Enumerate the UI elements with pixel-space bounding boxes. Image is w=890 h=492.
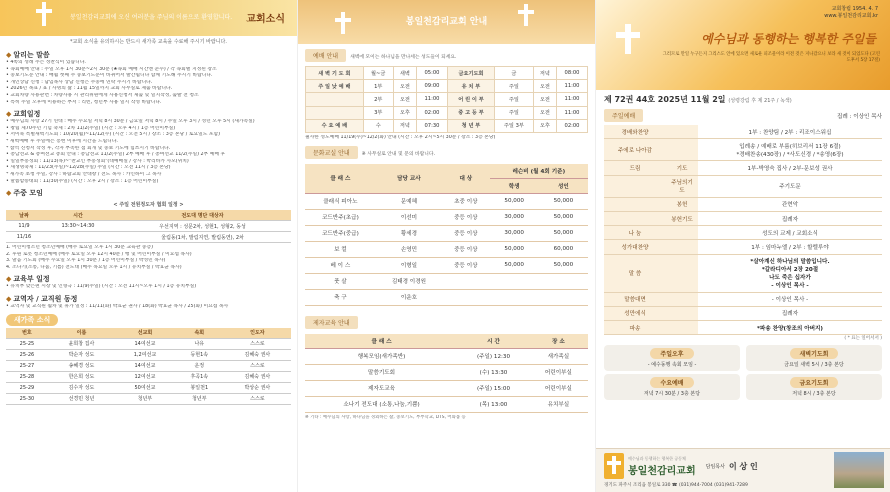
- issue-line: 제 72권 44호 2025년 11월 2일 (성령강림 후 제 21주 / 녹색): [604, 95, 792, 104]
- list-item: • 개인상담 신청 : 담임목사 상담 신청은 주중에 연락 주시기 바랍니다.: [6, 79, 153, 85]
- table-row: 봉헌 관현악: [604, 197, 882, 211]
- address: 경기도 파주시 조리읍 봉일로 330 ☎ (031)944-7004 (031)941-7289: [604, 483, 748, 488]
- worship-extra-note: 필사한 성도예배 11/19(수)~12/2(화) 안내 (시간 : 오후 2시~5시 30분 / 장소 : 3층 본당): [305, 134, 496, 140]
- table-row: 수 요 예 배 수 저녁 07:30 청 년 부 주일 3부 오후 02:00: [306, 119, 588, 132]
- friday-text: 저녁 8시 / 3층 본당: [792, 391, 836, 398]
- list-item: • 유치부 맞은편 시장 및 인형극 : 11/9(주일) (시간 : 오전 11시~오후 1시 / 1층 유치부실): [6, 284, 197, 290]
- brand-footer: [596, 448, 890, 492]
- service-order-table: [604, 125, 882, 335]
- table-row: 11/16 울림동(1차, 발림지연, 발림동연), 2차: [6, 232, 291, 243]
- section-staff: ◆ 교역자 / 교직원 동정: [6, 295, 78, 304]
- education-list: [6, 284, 291, 291]
- list-item: • 예수님의 사랑 27기 연대 : 매주 수요일 저녁 8시 30분 / 금요일 저녁 8시 / 주일 오후 3시 / 성년 오후 5시 (새가족실): [6, 119, 255, 125]
- schedule-boxes-2: [604, 374, 882, 400]
- list-item: • 새생명축제 : 11/23(주일)~12/28(주일) 주일 (시간 : 오전 11시 / 3층 본당): [6, 165, 171, 171]
- table-row: 25-26 박순자 성도 1,2여선교 등현1속 김혜숙 권사: [6, 349, 291, 360]
- news-column: [0, 0, 297, 492]
- church-building-image: [834, 452, 884, 488]
- notice: *교회 소식을 유의하시는 반드시 새가족 교육을 수료해 주시기 바랍니다.: [70, 39, 227, 45]
- section-education: ◆ 교육부 일정: [6, 275, 50, 284]
- list-item: • 교역자 및 교직원 월차 및 휴가 일정 : 11/11(화) 박효균 권사 / 18(화) 박효균 목사 / 25(화) 이요섭 목사: [6, 304, 229, 310]
- schedule-list: [6, 119, 291, 185]
- table-row: 25-25 윤희창 집사 14여선교 나유 스스로: [6, 338, 291, 349]
- worship-note: 새벽에 모이는 하나님을 만나세는 성도들이 되세요.: [350, 55, 457, 60]
- table-row: 코드반주(중급) 황세경 중등 이상 30,000 50,000: [305, 225, 588, 241]
- table-row: 25-29 김수자 성도 50여선교 봉일천1 박상순 권사: [6, 382, 291, 393]
- weekly-caption: < 주일 전원정도자 협회 일정 >: [113, 202, 184, 209]
- list-item: • 2026년 목표 / 표 / 사명의 삶 : 11월 15일까지 교회 사무실로 제출 바랍니다.: [6, 86, 173, 92]
- table-row: 경배와찬양 1부 : 찬양팀 / 2부 : 리조이스워십: [604, 125, 882, 139]
- announcements-list: [6, 60, 291, 106]
- discipleship-table: 클 래 스 시 간 장 소 행복모임(새가족반) (주일) 12:30 새가족실 말씀기도회 (수) 13:30 어린이부실 제자도교육 (주일) 15:00 어린이부실 소나기 전도대 (소통,나눔,기쁨) (목) 13:00 유치부실: [305, 334, 588, 413]
- info-header: [298, 0, 595, 44]
- table-row: 3부 오후 02:00 중 고 등 부 주일 오전 11:00: [306, 106, 588, 119]
- section-weekly: ◆ 주중 모임: [6, 189, 43, 198]
- cross-icon: [616, 24, 640, 54]
- wednesday-text: 저녁 7시 30분 / 3층 본당: [643, 391, 701, 398]
- cross-icon: [34, 2, 54, 26]
- verse: 그러므로 만일 누구든지 그리스도 안에 있으면 새로운 피조물이라 이전 것은 지나갔으니 보라 새 것이 되었도다 (고린도후서 5장 17절): [662, 52, 880, 63]
- wednesday-title: 수요예배: [650, 377, 693, 388]
- dawn-text: 금요일 새벽 5시 / 3층 본당: [784, 362, 844, 369]
- list-item: • 총남선교 & 총여선교 총회 안내 : 총남선교 11/2(주일) 2부 예배 후 / 총여선교 11/2(주일) 2부 예배 후: [6, 152, 226, 158]
- table-row: 풋 살 김태경 이경원: [305, 273, 588, 289]
- list-item: • 특히 주일 오후에 이용하는 부서 : 리빈, 청년부 사용 일지 작성 바랍니다.: [6, 99, 162, 105]
- table-row: 성만에식 집례자: [604, 306, 882, 320]
- list-item: 3. 말음 기도회 (매주 수요일 오후 1시 30분 / 1층 어린이부실 / 박성민 목사): [6, 258, 166, 264]
- discipleship-note: ※ 기타 : 예수님의 사랑, 하나님을 경외하는 삶, 중보기도, 부부학교, DTS, 어와봅 등: [305, 414, 466, 420]
- list-item: • 창립 제70주년 기념 축제 : 2차 11/2(주일) (시간 : 오후 4시 / 1층 어린이부실): [6, 125, 176, 131]
- established: 교회창립 1954. 4. 7 www.봉일천감리교회.kr: [824, 6, 878, 19]
- section-announcements: ◆ 알리는 말씀: [6, 51, 50, 59]
- news-header: [0, 0, 297, 36]
- table-row: 축 구 이운호: [305, 289, 588, 305]
- table-row: 행복모임(새가족반) (주일) 12:30 새가족실: [305, 348, 588, 364]
- table-row: 주에로 나아감 입례송 / 예배로 부름(히브리서 11장 6절) *경배찬송(430장) / *사도신경 / *송영(6장): [604, 139, 882, 161]
- list-item: • 중보기도문 안내 : 매월 첫째 주 중보기도문이 바뀌어서 발간됩니다 함께 기도해 주시기 바랍니다.: [6, 73, 213, 79]
- worship-tag: 예배 안내: [305, 49, 346, 62]
- friday-title: 금요기도회: [790, 377, 839, 388]
- table-row: 나 눔 성도의 교제 / 교회소식: [604, 226, 882, 240]
- service-note: ( * 표는 일어서서 ): [844, 336, 882, 342]
- culture-tag: 문화교실 안내: [305, 146, 358, 159]
- discipleship-tag: 제자교육 안내: [305, 316, 358, 329]
- table-row: 새 벽 기 도 회 월~금 새벽 05:00 금요기도회 금 저녁 08:00: [306, 67, 588, 80]
- newcomers-table: 번호 이름 선교회 속회 인도자 25-25 윤희창 집사 14여선교 나유 스스로 25-26 박순자 성도 1,2여선교 등현1속 김혜숙 권사 25-27 송혜경 성도 14여선교 운정 스스로 25-28 한은희 성도 12여선교 후곡1속 김혜숙 권사 25-29 김수자 성도 50여선교 봉일천1 박상순 권사 25-30 선경민 청년 청년부 청년부 스스로: [6, 328, 291, 405]
- afternoon-text: - 예수동행 속회 모임 -: [647, 362, 697, 369]
- info-column: [297, 0, 595, 492]
- list-item: • 서이북 특별새벽기도회 : 10/20(월)~11/12(수) (시간 : 오전 5시 / 장소 : 3층 본당 / 토요일도 포함): [6, 132, 221, 138]
- table-row: 주 일 낮 예 배 1부 오전 09:00 유 치 부 주일 오전 11:00: [306, 80, 588, 93]
- table-row: 제자도교육 (주일) 15:00 어린이부실: [305, 380, 588, 396]
- list-item: • 교회차량 사용관련 : 차량사용 시 관리위원에게 사용신청서 제출 및 일지작성, 출발 전 청소: [6, 92, 199, 98]
- brand-tagline: 예수님과 동행하는 행복한 공동체: [628, 455, 686, 461]
- newcomers-title: 새가족 소식: [6, 314, 58, 326]
- order-column: [595, 0, 890, 492]
- culture-table: 클 래 스 담당 교사 대 상 레슨비 (월 4회 기준) 학생 성인 클래식 피아노 문예혜 초중 이상 50,000 50,000 코드반주(초급) 이선미 중등 이상 30,000 50,000 코드반주(중급) 황세경 중등 이상 30,000 50,000 보 컬 손영민 중등 이상 50,000 60,000 베 이 스 이형일 중등 이상 50,000 50,000 풋 살 김태경 이경원 축 구 이운호: [305, 164, 588, 306]
- list-item: * 새벽예배 후 주일에는 봉헌 이후에 시간을 드립니다.: [6, 138, 118, 144]
- table-row: 성가대찬양 1부 : 임마누엘 / 2부 : 할렐루야: [604, 240, 882, 254]
- table-row: 말씀기도회 (수) 13:30 어린이부실: [305, 364, 588, 380]
- list-item: 1. 어린이청소년 청소년예배 (매주 토요일 오후 1시 30분 교육관 중층): [6, 245, 154, 251]
- list-item: * 새가족 초청 주일, 강사 : 하람교회 안대창 / 전도 목사 : 카인하이 그 목사: [6, 171, 162, 177]
- evangelism-table: 날짜 시간 전도대 명단 대상자 11/9 13:30~14:30 우선지역 : 성문2차, 성현1, 성형2, 동성 11/16 울림동(1차, 발림지연, 발림동연), 2차: [6, 210, 291, 243]
- table-row: 말 씀 *살아계신 하나님의 말씀입니다. *갈라디아서 2장 20절 나도 죽은 십자가 - 이상인 목사 -: [604, 254, 882, 292]
- section-schedule: ◆ 교회일정: [6, 110, 41, 119]
- table-row: 봉헌기도 집례자: [604, 211, 882, 225]
- table-row: 코드반주(초급) 이선미 중등 이상 30,000 50,000: [305, 209, 588, 225]
- table-row: 11/9 13:30~14:30 우선지역 : 성문2차, 성현1, 성형2, 동성: [6, 221, 291, 232]
- list-item: • 4쪽의 성례 주는 성찬식이 있습니다.: [6, 60, 86, 65]
- list-item: • 말씀암송대회 : 11/30(주일) (시간 : 오후 2시 / 장소 : 1층 어린이부실): [6, 178, 159, 184]
- table-row: 25-28 한은희 성도 12여선교 후곡1속 김혜숙 권사: [6, 371, 291, 382]
- slogan: 예수님과 동행하는 행복한 주일들: [701, 32, 876, 46]
- leader: 집례 : 이상인 목사: [836, 113, 882, 120]
- table-row: 보 컬 손영민 중등 이상 50,000 60,000: [305, 241, 588, 257]
- table-row: 클래식 피아노 문예혜 초중 이상 50,000 50,000: [305, 193, 588, 209]
- table-row: 2부 오전 11:00 어 린 이 부 주일 오전 11:00: [306, 93, 588, 106]
- list-item: * 참석 신청서 작성 후, 각자 부족한 점 회개 및 중보 기도에 힘쓰시기 바랍니다.: [6, 145, 171, 151]
- pastor-label: 담임목사: [705, 463, 725, 470]
- table-row: 소나기 전도대 (소통,나눔,기쁨) (목) 13:00 유치부실: [305, 396, 588, 412]
- worship-table: [305, 66, 588, 133]
- welcome-text: 봉일천감리교회에 오신 여러분을 주님의 이름으로 환영합니다.: [70, 14, 233, 21]
- list-item: • 일일부흥성회 : 11/13(목)~"찬교인 부흥성회"(대예배실 / 강사 : 박리바카 사모(위치): [6, 158, 189, 164]
- culture-note: ※ 사무실로 안내 및 문의 바랍니다.: [361, 151, 436, 157]
- schedule-boxes: [604, 345, 882, 371]
- table-row: 25-30 선경민 청년 청년부 청년부 스스로: [6, 393, 291, 404]
- table-row: 드림 기도 1부-박영숙 집사 / 2부-문보성 권사: [604, 161, 882, 175]
- staff-list: [6, 304, 291, 311]
- dawn-title: 새벽기도회: [790, 348, 839, 359]
- table-row: 말씀대면 - 이상인 목사 -: [604, 292, 882, 306]
- table-row: 주님의기도 주기도문: [604, 175, 882, 197]
- afternoon-title: 주일오후: [650, 348, 693, 359]
- pastor-name: 이 상 인: [728, 461, 758, 471]
- table-row: 파송 *파송 찬양(창조의 아버지): [604, 321, 882, 335]
- list-item: 4. 소나기(소통, 나눔, 기쁨) 전도대 (매주 목요일 오후 1시 / 유치부실 / 박효균 목사): [6, 264, 182, 270]
- info-title: 봉일천감리교회 안내: [405, 17, 488, 27]
- list-item: 2. 후원 로봇 청소년예배 (매주 토요일 오후 12시 40분 / 행 및 어린이부실 / 이요섭 목사): [6, 251, 192, 257]
- table-row: 25-27 송혜경 성도 14여선교 운정 스스로: [6, 360, 291, 371]
- cover-header: [596, 0, 890, 90]
- church-logo-icon: [604, 453, 624, 479]
- news-title: 교회소식: [246, 14, 285, 25]
- table-row: 베 이 스 이형일 중등 이상 50,000 50,000: [305, 257, 588, 273]
- sunday-service-tag: 주일예배: [604, 109, 643, 122]
- church-name: 봉일천감리교회: [628, 465, 696, 477]
- weekly-list: [6, 245, 291, 271]
- list-item: • 속회예배 안내 : 주일 오후 1시 30분~2시 30분 (★속회 예배 시간엔 준수) / 각 속회별 지정된 장소: [6, 66, 217, 72]
